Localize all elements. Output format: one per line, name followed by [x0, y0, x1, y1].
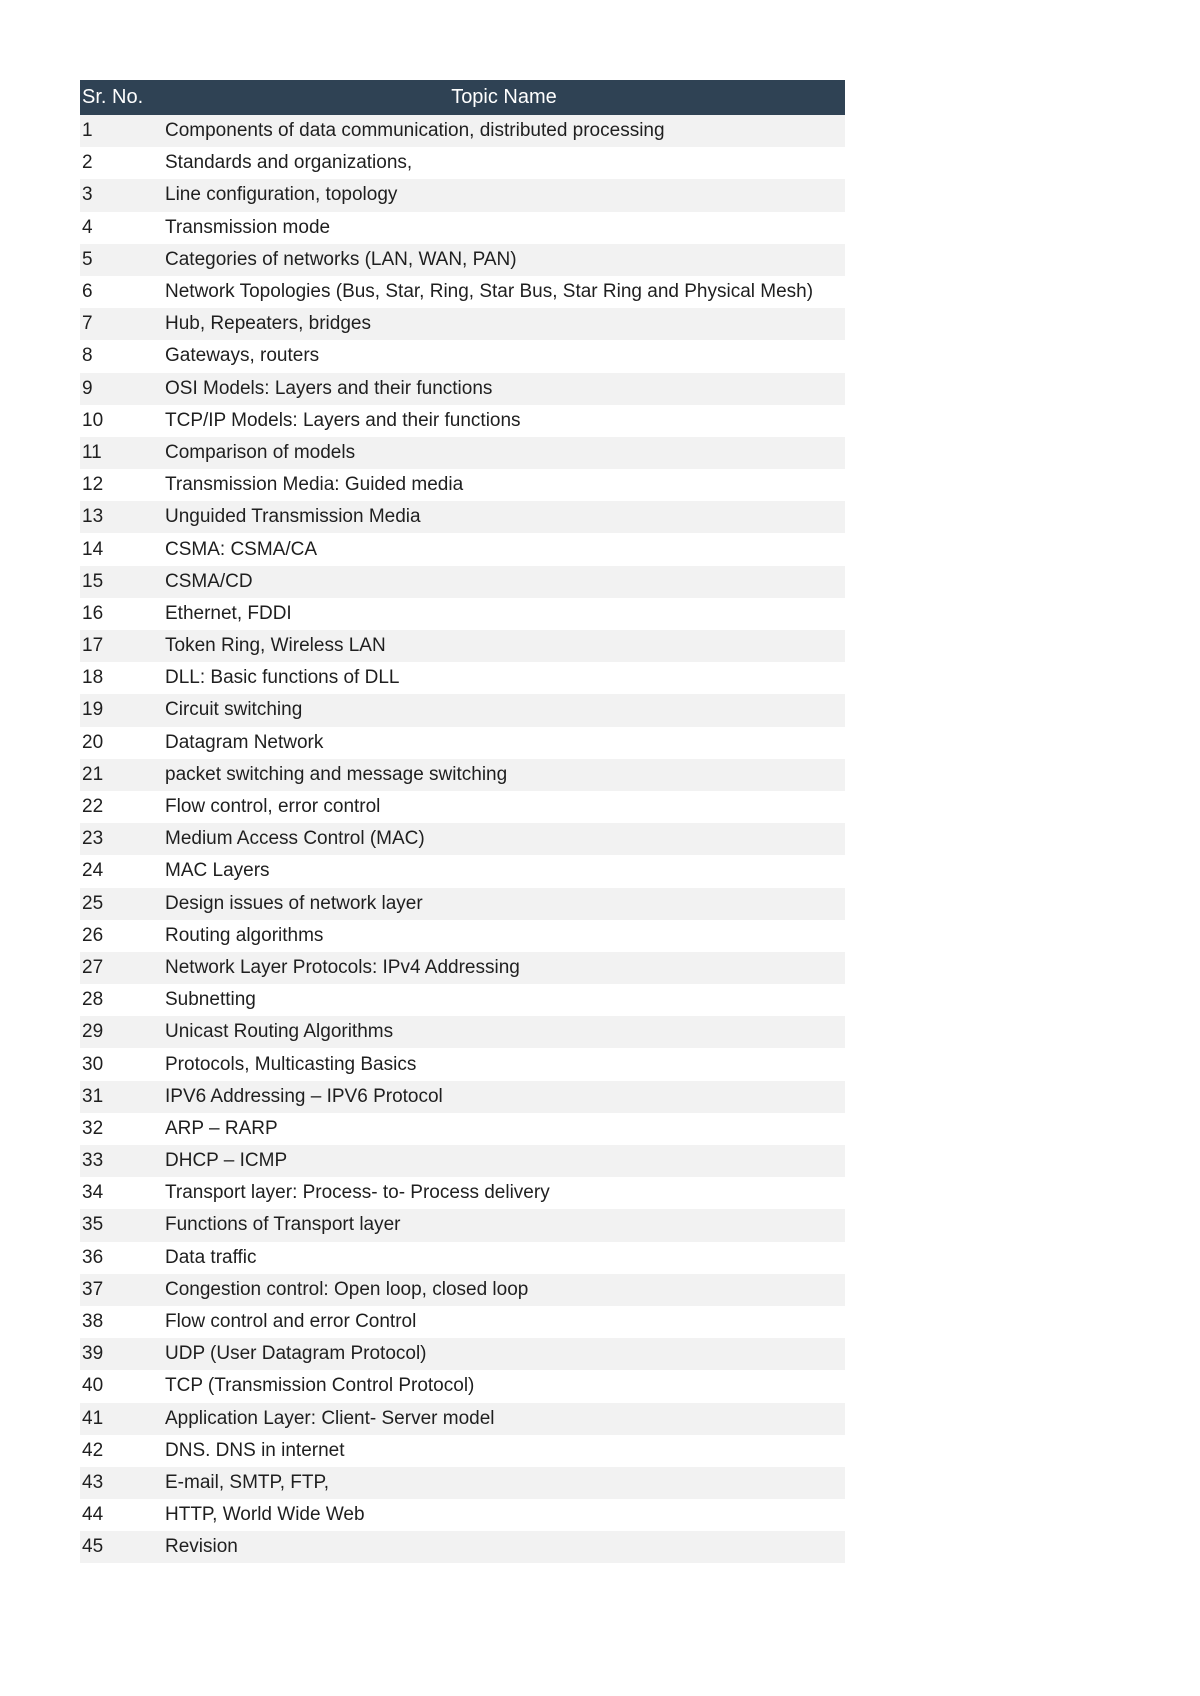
sr-no-cell: 37: [80, 1274, 163, 1306]
topic-name-cell: Transmission Media: Guided media: [163, 469, 845, 501]
sr-no-cell: 12: [80, 469, 163, 501]
topic-name-cell: DLL: Basic functions of DLL: [163, 662, 845, 694]
sr-no-cell: 8: [80, 340, 163, 372]
sr-no-cell: 1: [80, 115, 163, 147]
table-row: [80, 1467, 845, 1499]
sr-no-cell: 23: [80, 823, 163, 855]
topic-name-cell: E-mail, SMTP, FTP,: [163, 1467, 845, 1499]
table-row: [80, 630, 845, 662]
table-row: [80, 566, 845, 598]
topic-name-cell: Subnetting: [163, 984, 845, 1016]
table-row: [80, 1531, 845, 1563]
topic-name-cell: DNS. DNS in internet: [163, 1435, 845, 1467]
sr-no-cell: 16: [80, 598, 163, 630]
topic-sheet: [80, 80, 845, 1563]
sr-no-cell: 17: [80, 630, 163, 662]
sr-no-cell: 18: [80, 662, 163, 694]
topic-name-cell: IPV6 Addressing – IPV6 Protocol: [163, 1081, 845, 1113]
sr-no-cell: 45: [80, 1531, 163, 1563]
table-row: [80, 340, 845, 372]
sr-no-cell: 27: [80, 952, 163, 984]
table-row: [80, 598, 845, 630]
table-row: [80, 1242, 845, 1274]
sr-no-cell: 4: [80, 212, 163, 244]
topic-name-cell: Transport layer: Process- to- Process delivery: [163, 1177, 845, 1209]
topic-name-cell: Protocols, Multicasting Basics: [163, 1048, 845, 1080]
sr-no-cell: 10: [80, 405, 163, 437]
sr-no-cell: 24: [80, 855, 163, 887]
table-row: [80, 147, 845, 179]
sr-no-cell: 13: [80, 501, 163, 533]
topic-name-cell: Data traffic: [163, 1242, 845, 1274]
topic-name-cell: DHCP – ICMP: [163, 1145, 845, 1177]
table-row: [80, 791, 845, 823]
table-row: [80, 1435, 845, 1467]
sr-no-cell: 22: [80, 791, 163, 823]
table-row: [80, 533, 845, 565]
table-row: [80, 694, 845, 726]
table-row: [80, 823, 845, 855]
sr-no-cell: 32: [80, 1113, 163, 1145]
topic-name-cell: Functions of Transport layer: [163, 1209, 845, 1241]
table-row: [80, 920, 845, 952]
sr-no-cell: 36: [80, 1242, 163, 1274]
sr-no-cell: 14: [80, 533, 163, 565]
sr-no-cell: 38: [80, 1306, 163, 1338]
topic-name-cell: Network Topologies (Bus, Star, Ring, Star Bus, Star Ring and Physical Mesh): [163, 276, 845, 308]
sr-no-cell: 2: [80, 147, 163, 179]
sr-no-cell: 28: [80, 984, 163, 1016]
topics-table: [80, 80, 845, 1563]
topic-name-cell: Circuit switching: [163, 694, 845, 726]
topic-name-cell: Application Layer: Client- Server model: [163, 1403, 845, 1435]
table-row: [80, 1306, 845, 1338]
table-row: [80, 276, 845, 308]
table-row: [80, 244, 845, 276]
topic-name-cell: Routing algorithms: [163, 920, 845, 952]
topic-name-cell: Categories of networks (LAN, WAN, PAN): [163, 244, 845, 276]
sr-no-cell: 9: [80, 373, 163, 405]
table-row: [80, 1209, 845, 1241]
sr-no-cell: 29: [80, 1016, 163, 1048]
topic-name-cell: Flow control and error Control: [163, 1306, 845, 1338]
topic-name-cell: MAC Layers: [163, 855, 845, 887]
topic-name-cell: Line configuration, topology: [163, 179, 845, 211]
sr-no-cell: 6: [80, 276, 163, 308]
sr-no-cell: 19: [80, 694, 163, 726]
table-row: [80, 373, 845, 405]
sr-no-cell: 21: [80, 759, 163, 791]
table-row: [80, 1145, 845, 1177]
sr-no-cell: 31: [80, 1081, 163, 1113]
table-row: [80, 405, 845, 437]
table-row: [80, 437, 845, 469]
topic-name-cell: Transmission mode: [163, 212, 845, 244]
table-row: [80, 1274, 845, 1306]
topic-name-cell: Comparison of models: [163, 437, 845, 469]
table-row: [80, 888, 845, 920]
sr-no-cell: 34: [80, 1177, 163, 1209]
sr-no-cell: 11: [80, 437, 163, 469]
table-row: [80, 759, 845, 791]
table-row: [80, 1113, 845, 1145]
topic-name-cell: Flow control, error control: [163, 791, 845, 823]
sr-no-cell: 35: [80, 1209, 163, 1241]
header-topic-name: Topic Name: [163, 80, 845, 115]
topic-name-cell: Unicast Routing Algorithms: [163, 1016, 845, 1048]
topic-name-cell: Congestion control: Open loop, closed loop: [163, 1274, 845, 1306]
sr-no-cell: 26: [80, 920, 163, 952]
sr-no-cell: 30: [80, 1048, 163, 1080]
sr-no-cell: 15: [80, 566, 163, 598]
table-row: [80, 212, 845, 244]
sr-no-cell: 20: [80, 727, 163, 759]
topic-name-cell: TCP (Transmission Control Protocol): [163, 1370, 845, 1402]
topic-name-cell: Ethernet, FDDI: [163, 598, 845, 630]
table-row: [80, 1403, 845, 1435]
topic-name-cell: Components of data communication, distributed processing: [163, 115, 845, 147]
table-row: [80, 308, 845, 340]
topic-name-cell: packet switching and message switching: [163, 759, 845, 791]
topic-name-cell: Token Ring, Wireless LAN: [163, 630, 845, 662]
topic-name-cell: TCP/IP Models: Layers and their functions: [163, 405, 845, 437]
topic-name-cell: HTTP, World Wide Web: [163, 1499, 845, 1531]
table-row: [80, 662, 845, 694]
topic-name-cell: Unguided Transmission Media: [163, 501, 845, 533]
sr-no-cell: 40: [80, 1370, 163, 1402]
header-sr-no: Sr. No.: [80, 80, 163, 115]
topic-name-cell: CSMA/CD: [163, 566, 845, 598]
table-row: [80, 179, 845, 211]
table-header: [80, 80, 845, 115]
table-row: [80, 727, 845, 759]
table-row: [80, 1370, 845, 1402]
sr-no-cell: 3: [80, 179, 163, 211]
topic-name-cell: CSMA: CSMA/CA: [163, 533, 845, 565]
sr-no-cell: 25: [80, 888, 163, 920]
topic-name-cell: Standards and organizations,: [163, 147, 845, 179]
sr-no-cell: 42: [80, 1435, 163, 1467]
sr-no-cell: 7: [80, 308, 163, 340]
topic-name-cell: Revision: [163, 1531, 845, 1563]
table-row: [80, 952, 845, 984]
table-row: [80, 1499, 845, 1531]
topic-name-cell: ARP – RARP: [163, 1113, 845, 1145]
sr-no-cell: 33: [80, 1145, 163, 1177]
table-row: [80, 1177, 845, 1209]
sr-no-cell: 5: [80, 244, 163, 276]
header-row: [80, 80, 845, 115]
topic-name-cell: Gateways, routers: [163, 340, 845, 372]
table-row: [80, 984, 845, 1016]
topic-name-cell: OSI Models: Layers and their functions: [163, 373, 845, 405]
sr-no-cell: 39: [80, 1338, 163, 1370]
table-row: [80, 469, 845, 501]
topic-name-cell: Hub, Repeaters, bridges: [163, 308, 845, 340]
table-row: [80, 855, 845, 887]
table-row: [80, 1048, 845, 1080]
table-body: [80, 115, 845, 1563]
sr-no-cell: 41: [80, 1403, 163, 1435]
table-row: [80, 1338, 845, 1370]
sr-no-cell: 43: [80, 1467, 163, 1499]
topic-name-cell: Design issues of network layer: [163, 888, 845, 920]
topic-name-cell: Datagram Network: [163, 727, 845, 759]
table-row: [80, 115, 845, 147]
table-row: [80, 1081, 845, 1113]
table-row: [80, 1016, 845, 1048]
table-row: [80, 501, 845, 533]
topic-name-cell: UDP (User Datagram Protocol): [163, 1338, 845, 1370]
sr-no-cell: 44: [80, 1499, 163, 1531]
topic-name-cell: Network Layer Protocols: IPv4 Addressing: [163, 952, 845, 984]
topic-name-cell: Medium Access Control (MAC): [163, 823, 845, 855]
